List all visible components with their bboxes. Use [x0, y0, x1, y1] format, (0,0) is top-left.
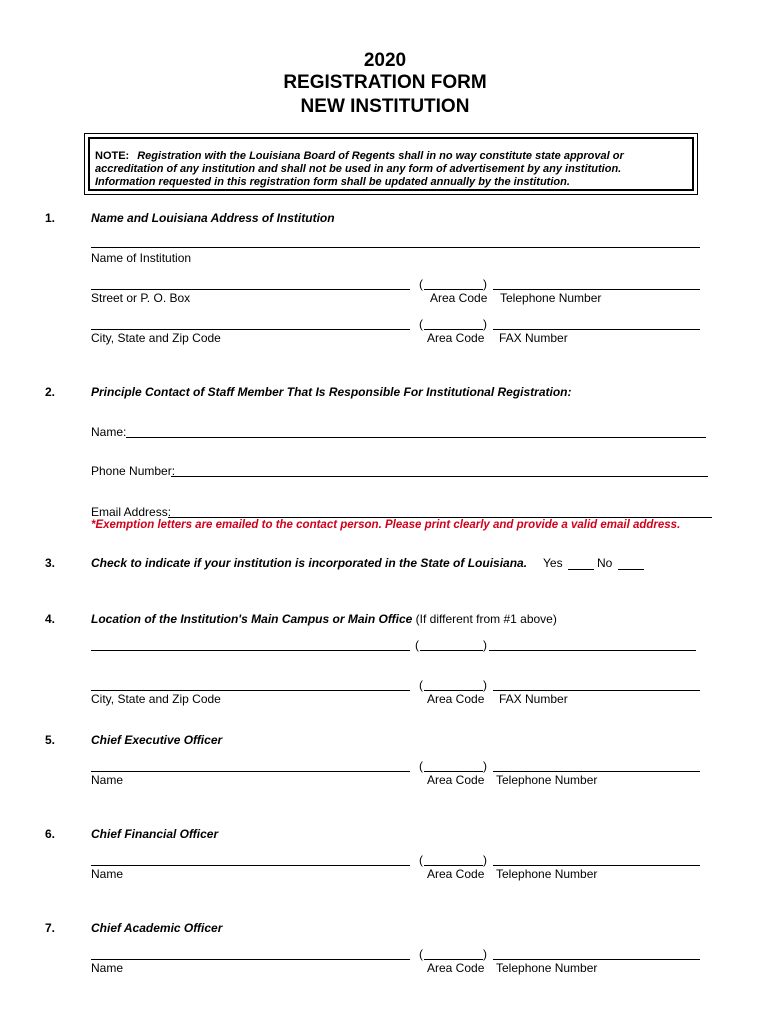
area-code-label: Area Code — [427, 867, 485, 881]
contact-phone-label: Phone Number: — [91, 464, 176, 478]
section-3-heading: Check to indicate if your institution is incorporated in the State of Louisiana. — [91, 556, 528, 570]
section-6-number: 6. — [45, 827, 56, 841]
form-subtitle: NEW INSTITUTION — [300, 96, 470, 117]
main-campus-address-field[interactable] — [91, 650, 410, 651]
exemption-note: *Exemption letters are emailed to the contact person. Please print clearly and provide a valid email address. — [91, 519, 681, 531]
section-2-heading: Principle Contact of Staff Member That Is Responsible For Institutional Registration: — [91, 385, 572, 399]
city-state-zip-field-1[interactable] — [91, 329, 410, 330]
form-title: REGISTRATION FORM — [283, 72, 487, 93]
telephone-number-label: Telephone Number — [496, 961, 598, 975]
section-4-heading-text: Location of the Institution's Main Campus or Main Office — [91, 612, 413, 626]
ceo-phone-field[interactable] — [493, 771, 700, 772]
area-code-label: Area Code — [427, 961, 485, 975]
main-campus-area-code-field[interactable] — [420, 650, 483, 651]
fax-area-code-field-4[interactable] — [424, 690, 483, 691]
institution-name-field[interactable] — [91, 247, 700, 248]
section-3-number: 3. — [45, 556, 56, 570]
telephone-number-label: Telephone Number — [500, 291, 602, 305]
fax-field-4[interactable] — [493, 690, 700, 691]
area-code-label: Area Code — [427, 692, 485, 706]
yes-checkbox-line[interactable] — [568, 569, 594, 570]
area-code-field-1[interactable] — [424, 289, 483, 290]
cfo-name-field[interactable] — [91, 865, 410, 866]
contact-email-label: Email Address: — [91, 505, 172, 519]
yes-label: Yes — [543, 556, 563, 570]
contact-phone-field[interactable] — [171, 476, 708, 477]
section-4-heading — [91, 612, 557, 626]
cfo-phone-field[interactable] — [493, 865, 700, 866]
ceo-area-code-field[interactable] — [424, 771, 483, 772]
section-7-number: 7. — [45, 921, 56, 935]
telephone-field-1[interactable] — [493, 289, 700, 290]
section-1-number: 1. — [45, 211, 56, 225]
note-text — [95, 150, 690, 189]
area-code-label: Area Code — [430, 291, 488, 305]
cao-area-code-field[interactable] — [424, 959, 483, 960]
contact-name-label: Name: — [91, 425, 127, 439]
cao-name-field[interactable] — [91, 959, 410, 960]
no-label: No — [597, 556, 613, 570]
section-1-heading: Name and Louisiana Address of Institution — [91, 211, 335, 225]
form-year: 2020 — [363, 50, 407, 71]
cfo-area-code-field[interactable] — [424, 865, 483, 866]
ceo-name-field[interactable] — [91, 771, 410, 772]
name-label: Name — [91, 961, 124, 975]
fax-area-code-field-1[interactable] — [424, 329, 483, 330]
contact-name-field[interactable] — [126, 437, 706, 438]
section-5-number: 5. — [45, 733, 56, 747]
telephone-number-label: Telephone Number — [496, 773, 598, 787]
area-code-label: Area Code — [427, 331, 485, 345]
note-line-1: Registration with the Louisiana Board of Regents shall in no way constitute state approval or — [137, 150, 624, 162]
contact-email-field[interactable] — [168, 517, 712, 518]
name-label: Name — [91, 867, 124, 881]
institution-name-label: Name of Institution — [91, 251, 192, 265]
cao-phone-field[interactable] — [493, 959, 700, 960]
note-line-3: Information requested in this registration form shall be updated annually by the institution. — [95, 176, 570, 188]
section-5-heading: Chief Executive Officer — [91, 733, 223, 747]
section-4-number: 4. — [45, 612, 56, 626]
telephone-number-label: Telephone Number — [496, 867, 598, 881]
section-2-number: 2. — [45, 385, 56, 399]
note-line-2: accreditation of any institution and shall not be used in any form of advertisement by any institution. — [95, 163, 622, 175]
city-state-zip-field-4[interactable] — [91, 690, 410, 691]
city-state-zip-label: City, State and Zip Code — [91, 692, 221, 706]
section-6-heading: Chief Financial Officer — [91, 827, 219, 841]
area-code-label: Area Code — [427, 773, 485, 787]
fax-number-label: FAX Number — [499, 692, 568, 706]
no-checkbox-line[interactable] — [618, 569, 644, 570]
note-label: NOTE: — [95, 150, 130, 162]
street-label: Street or P. O. Box — [91, 291, 191, 305]
fax-number-label: FAX Number — [499, 331, 568, 345]
section-7-heading: Chief Academic Officer — [91, 921, 223, 935]
name-label: Name — [91, 773, 124, 787]
section-4-heading-note: (If different from #1 above) — [415, 612, 557, 626]
main-campus-phone-field[interactable] — [489, 650, 696, 651]
street-field[interactable] — [91, 289, 410, 290]
city-state-zip-label: City, State and Zip Code — [91, 331, 221, 345]
fax-field-1[interactable] — [493, 329, 700, 330]
